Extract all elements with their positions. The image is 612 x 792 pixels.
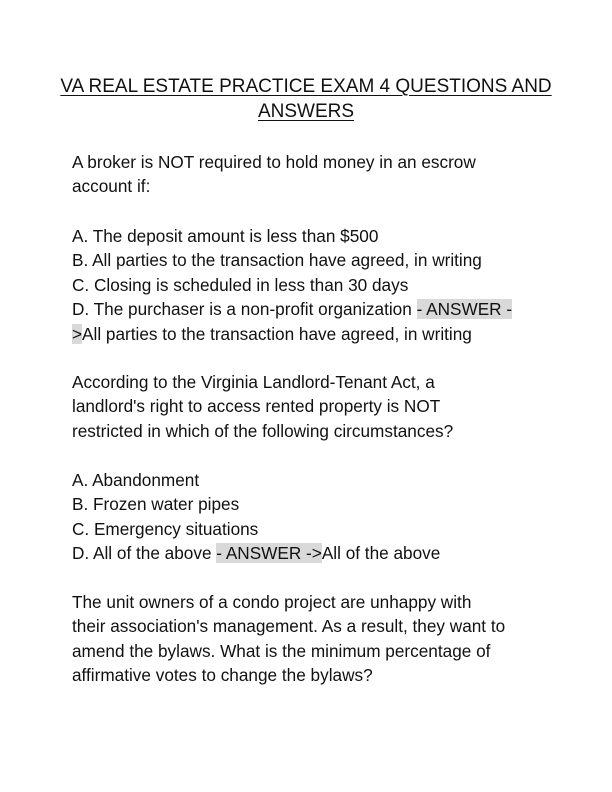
answer-marker: - ANSWER -: [416, 299, 513, 320]
question-3-text-line-3: amend the bylaws. What is the minimum percentage of: [72, 640, 491, 661]
question-2-text-line-1: According to the Virginia Landlord-Tenant Act, a: [72, 372, 435, 392]
question-1-text-line-1: A broker is NOT required to hold money in an escrow: [72, 152, 476, 172]
option-d: D. All of the above: [72, 543, 217, 564]
option-b: B. Frozen water pipes: [72, 494, 240, 515]
option-a: A. The deposit amount is less than $500: [72, 226, 379, 246]
answer-text: All of the above: [321, 543, 441, 564]
question-1-text-line-2: account if:: [72, 176, 151, 197]
option-d-line: [72, 297, 552, 321]
answer-marker-arrow: >: [72, 323, 83, 344]
title-line-2: ANSWERS: [257, 101, 355, 122]
option-c: C. Emergency situations: [72, 518, 259, 539]
question-1-options: [72, 224, 552, 346]
option-d-line: [72, 541, 552, 565]
title-line-1: VA REAL ESTATE PRACTICE EXAM 4 QUESTIONS AND: [60, 76, 552, 97]
answer-line: [72, 322, 552, 346]
question-2-text-line-3: restricted in which of the following circumstances?: [72, 420, 454, 441]
question-3: [72, 590, 552, 688]
option-c: C. Closing is scheduled in less than 30 days: [72, 274, 409, 295]
question-2: [72, 370, 552, 443]
answer-marker: - ANSWER ->: [216, 543, 322, 564]
question-3-text-line-2: their association's management. As a result, they want to: [72, 616, 506, 637]
page-title: [60, 74, 552, 124]
answer-text: All parties to the transaction have agreed, in writing: [82, 323, 472, 344]
question-3-text-line-4: affirmative votes to change the bylaws?: [72, 665, 373, 686]
option-b: B. All parties to the transaction have agreed, in writing: [72, 250, 482, 271]
question-2-options: [72, 468, 552, 566]
question-2-text-line-2: landlord's right to access rented property is NOT: [72, 396, 441, 417]
option-d: D. The purchaser is a non-profit organization: [72, 299, 417, 320]
question-3-text-line-1: The unit owners of a condo project are unhappy with: [72, 592, 472, 612]
question-1: [72, 150, 552, 199]
option-a: A. Abandonment: [72, 470, 200, 490]
